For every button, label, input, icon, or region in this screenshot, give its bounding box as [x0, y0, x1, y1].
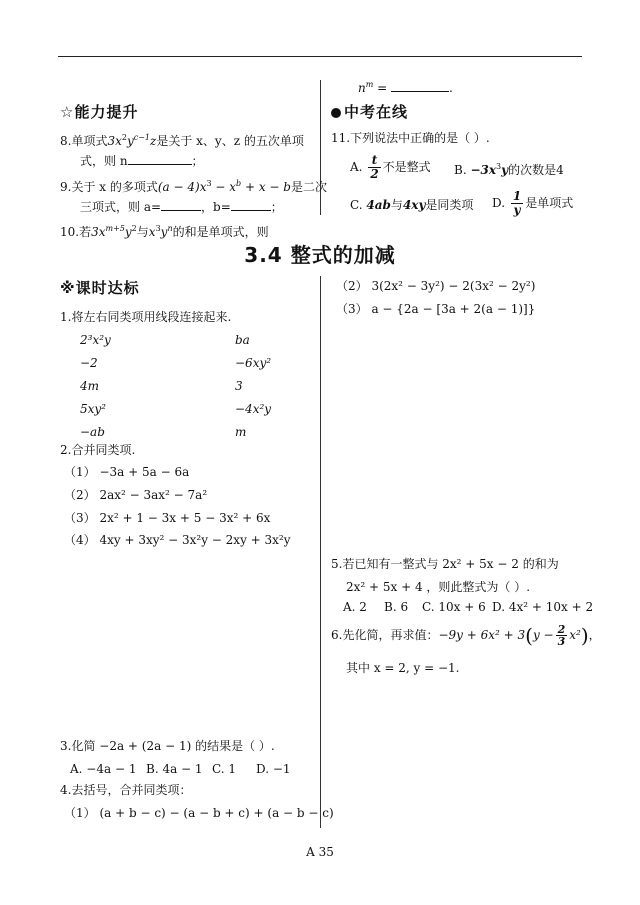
q11-option-a: A. $\frac{t}{2}$ 不是整式	[350, 153, 431, 181]
q2-item: （2） 2ax² − 3ax² − 7a²	[64, 488, 208, 502]
q1-stem: 1.将左右同类项用线段连接起来.	[60, 310, 232, 324]
column-divider-bottom	[320, 276, 321, 828]
q6-fraction: $\frac{2}{3}$	[557, 623, 566, 648]
q10: 10.若$3x^{m+5}y^2$与$x^3y^n$的和是单项式，则	[60, 224, 269, 239]
q9-b-blank[interactable]	[231, 198, 271, 211]
q11-stem: 11.下列说法中正确的是（ ）.	[331, 131, 490, 145]
q11-option-c: C. 4ab与4xy是同类项	[350, 198, 474, 212]
q1-left-item[interactable]: 5xy²	[80, 402, 106, 416]
q2-item: （3） 2x² + 1 − 3x + 5 − 3x² + 6x	[64, 511, 271, 525]
q4-item: （3） a − {2a − [3a + 2(a − 1)]}	[336, 302, 536, 316]
q1-left-item[interactable]: −2	[80, 356, 98, 370]
chapter-title: 3.4 整式的加减	[244, 243, 396, 267]
q3-stem: 3.化简 −2a + (2a − 1) 的结果是（ ）.	[60, 739, 275, 753]
section-ability-title: ☆能力提升	[60, 103, 139, 121]
page-number: A 35	[306, 845, 334, 859]
q5-option[interactable]: B. 6	[384, 600, 409, 614]
q6-line1: 6.先化简，再求值：−9y + 6x² + 3(y − $\frac{2}{3}$ x²)，	[331, 623, 601, 648]
q8-line1: 8.单项式$3x^2y^{c-1}z$是关于 x、y、z 的五次单项	[60, 133, 304, 148]
q11-option-d: D. $\frac{1}{y}$ 是单项式	[492, 189, 574, 217]
section-exam-title: 中考在线	[331, 104, 408, 120]
q5-line1: 5.若已知有一整式与 2x² + 5x − 2 的和为	[331, 557, 559, 571]
q1-left-item[interactable]: 4m	[80, 379, 100, 393]
q1-right-item[interactable]: 3	[235, 379, 243, 393]
bullet-dot-icon	[331, 108, 341, 118]
q5-option[interactable]: A. 2	[343, 600, 367, 614]
q3-option[interactable]: A. −4a − 1	[70, 762, 137, 776]
q8-line2: 式，则 n ；	[80, 154, 204, 168]
q8-answer-blank[interactable]	[128, 152, 192, 165]
q11-a-fraction: $\frac{t}{2}$	[370, 153, 379, 181]
q7-tail: $n^m$ = .	[358, 80, 453, 95]
q1-left-item[interactable]: 2³x²y	[80, 333, 111, 347]
q7-answer-blank[interactable]	[391, 79, 449, 92]
q1-right-item[interactable]: −6xy²	[235, 356, 272, 370]
q5-option[interactable]: C. 10x + 6	[422, 600, 486, 614]
q11-d-fraction: $\frac{1}{y}$	[512, 189, 522, 217]
q1-right-item[interactable]: m	[235, 425, 247, 439]
q4-item: （2） 3(2x² − 3y²) − 2(3x² − 2y²)	[336, 279, 536, 293]
q3-option[interactable]: C. 1	[212, 762, 237, 776]
q2-stem: 2.合并同类项.	[60, 443, 136, 457]
q11-option-b: B. $-3x^3y$的次数是4	[454, 162, 564, 177]
q1-right-item[interactable]: −4x²y	[235, 402, 272, 416]
q1-left-item[interactable]: −ab	[80, 425, 105, 439]
q2-item: （1） −3a + 5a − 6a	[64, 465, 190, 479]
q6-line2: 其中 x = 2, y = −1.	[346, 661, 460, 675]
q5-option[interactable]: D. 4x² + 10x + 2	[492, 600, 594, 614]
q3-option[interactable]: D. −1	[256, 762, 291, 776]
q9-line2: 三项式，则 a= ，b= ；	[80, 200, 283, 214]
q9-a-blank[interactable]	[161, 198, 201, 211]
q4-item: （1） (a + b − c) − (a − b + c) + (a − b − c)	[64, 806, 334, 820]
q3-option[interactable]: B. 4a − 1	[146, 762, 203, 776]
section-class-title: ※课时达标	[60, 279, 140, 297]
q2-item: （4） 4xy + 3xy² − 3x²y − 2xy + 3x²y	[64, 533, 291, 547]
top-rule	[58, 56, 582, 57]
q4-stem: 4.去括号，合并同类项：	[60, 783, 192, 797]
q5-line2: 2x² + 5x + 4 ，则此整式为（ ）.	[346, 580, 531, 594]
q9-line1: 9.关于 x 的多项式$(a - 4)x^3 - x^b + x - b$是二次	[60, 179, 327, 194]
q1-right-item[interactable]: ba	[235, 333, 250, 347]
